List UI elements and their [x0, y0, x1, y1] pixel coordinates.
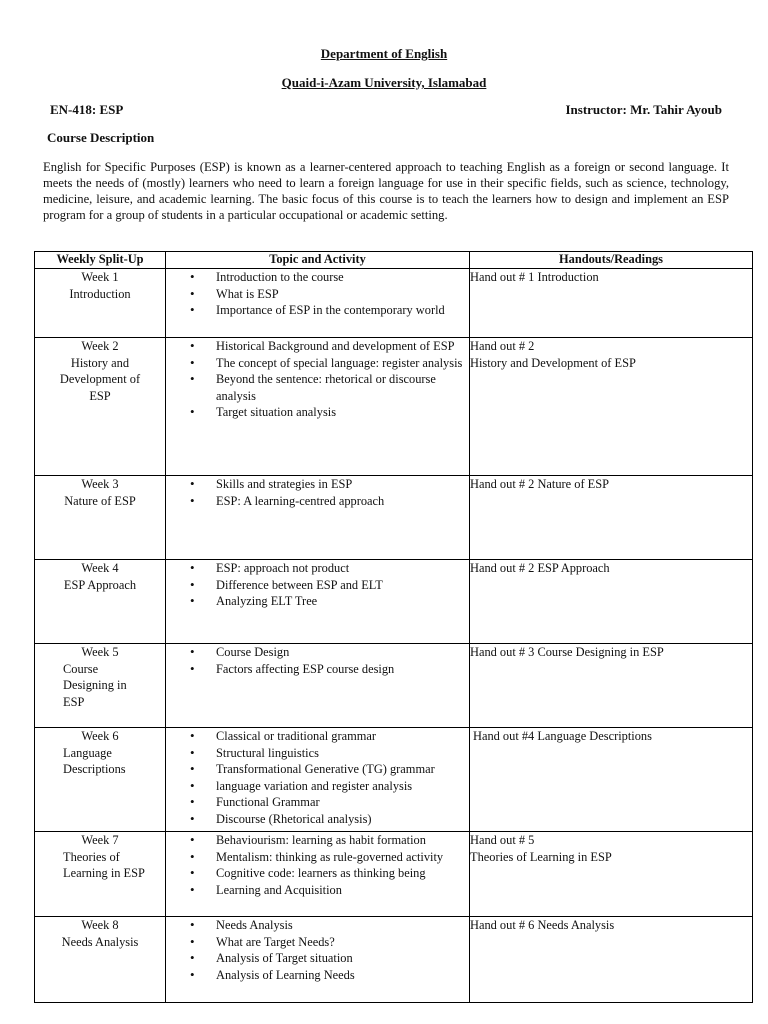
- handout-text: Hand out # 2 Nature of ESP: [470, 477, 610, 491]
- topic-item: • What is ESP: [166, 286, 465, 303]
- table-row: [35, 917, 753, 1003]
- handout-text: Hand out # 2 ESP Approach: [470, 561, 610, 575]
- weekly-split-table: [34, 251, 753, 1003]
- handout-text: Hand out # 3 Course Designing in ESP: [470, 645, 664, 659]
- topic-item: • Analyzing ELT Tree: [166, 593, 465, 610]
- table-row: [35, 832, 753, 917]
- course-description-heading: Course Description: [47, 130, 155, 145]
- week-cell: [35, 728, 166, 832]
- week-cell: [35, 476, 166, 560]
- topic-item: • Beyond the sentence: rhetorical or discourse analysis: [166, 371, 465, 404]
- week-title: History and Development of ESP: [59, 355, 141, 403]
- week-cell: [35, 338, 166, 476]
- handout-text: Theories of Learning in ESP: [470, 849, 612, 864]
- handout-cell: [470, 338, 753, 476]
- handout-cell: [470, 832, 753, 917]
- topics-cell: [166, 832, 470, 917]
- week-title: Language Descriptions: [63, 745, 126, 776]
- topics-cell: [166, 269, 470, 338]
- week-cell: [35, 560, 166, 644]
- topic-item: • Factors affecting ESP course design: [166, 661, 465, 678]
- topic-item: • Functional Grammar: [166, 794, 465, 811]
- handout-text: Hand out # 1 Introduction: [470, 270, 599, 284]
- topic-item: • Discourse (Rhetorical analysis): [166, 811, 465, 828]
- table-row: [35, 476, 753, 560]
- week-title: Needs Analysis: [61, 934, 139, 949]
- handout-text: Hand out # 2: [470, 339, 535, 353]
- week-number: Week 8: [81, 918, 119, 932]
- week-cell: [35, 644, 166, 728]
- handout-text: Hand out # 6 Needs Analysis: [470, 918, 615, 932]
- table-row: [35, 560, 753, 644]
- topic-item: • Analysis of Target situation: [166, 950, 465, 967]
- topic-item: • ESP: A learning-centred approach: [166, 493, 465, 510]
- topic-item: • Introduction to the course: [166, 269, 465, 286]
- topic-item: • Cognitive code: learners as thinking being: [166, 865, 465, 882]
- topics-cell: [166, 476, 470, 560]
- handout-cell: [470, 269, 753, 338]
- topic-item: • What are Target Needs?: [166, 934, 465, 951]
- week-number: Week 6: [81, 729, 119, 743]
- table-row: [35, 269, 753, 338]
- course-code: EN-418: ESP: [50, 102, 124, 117]
- topic-item: • Course Design: [166, 644, 465, 661]
- week-title: Course Designing in ESP: [63, 661, 127, 709]
- topic-item: • Classical or traditional grammar: [166, 728, 465, 745]
- week-cell: [35, 832, 166, 917]
- handout-text: History and Development of ESP: [470, 355, 636, 370]
- handout-cell: [470, 917, 753, 1003]
- week-title: ESP Approach: [63, 577, 137, 592]
- topics-cell: [166, 644, 470, 728]
- university-title: Quaid-i-Azam University, Islamabad: [281, 75, 487, 90]
- topics-cell: [166, 917, 470, 1003]
- topic-item: • Target situation analysis: [166, 404, 465, 421]
- topic-item: • Historical Background and development of ESP: [166, 338, 465, 355]
- handout-cell: [470, 728, 753, 832]
- topic-item: • language variation and register analysis: [166, 778, 465, 795]
- topic-item: • Analysis of Learning Needs: [166, 967, 465, 984]
- topic-item: • ESP: approach not product: [166, 560, 465, 577]
- topic-item: • Structural linguistics: [166, 745, 465, 762]
- week-number: Week 2: [81, 339, 119, 353]
- table-row: [35, 644, 753, 728]
- instructor-name: Instructor: Mr. Tahir Ayoub: [565, 102, 722, 117]
- topic-item: • Learning and Acquisition: [166, 882, 465, 899]
- week-title: Nature of ESP: [64, 493, 136, 508]
- week-number: Week 3: [81, 477, 119, 491]
- header-handouts: Handouts/Readings: [470, 252, 753, 269]
- handout-cell: [470, 644, 753, 728]
- week-number: Week 5: [81, 645, 119, 659]
- handout-cell: [470, 476, 753, 560]
- week-number: Week 7: [81, 833, 119, 847]
- topic-item: • Mentalism: thinking as rule-governed activity: [166, 849, 465, 866]
- topic-item: • The concept of special language: register analysis: [166, 355, 465, 372]
- handout-text: Hand out #4 Language Descriptions: [473, 729, 652, 743]
- topic-item: • Transformational Generative (TG) grammar: [166, 761, 465, 778]
- table-header-row: [35, 252, 753, 269]
- week-cell: [35, 917, 166, 1003]
- header-weekly-split: Weekly Split-Up: [35, 252, 166, 269]
- department-title: Department of English: [320, 46, 448, 61]
- topic-item: • Skills and strategies in ESP: [166, 476, 465, 493]
- handout-text: Hand out # 5: [470, 833, 535, 847]
- topic-item: • Needs Analysis: [166, 917, 465, 934]
- topics-cell: [166, 338, 470, 476]
- week-title: Introduction: [69, 286, 131, 301]
- handout-cell: [470, 560, 753, 644]
- course-description-text: English for Specific Purposes (ESP) is known as a learner-centered approach to teaching English as a foreign or second language. It meets the needs of (mostly) learners who need to learn a foreign language for use in their specific fields, such as science, technology, medicine, leisure, and academic learning. The basic focus of this course is to teach the learners how to design and implement an ESP program for a group of students in a particular occupational or academic setting.: [43, 160, 729, 222]
- table-row: [35, 338, 753, 476]
- week-title: Theories of Learning in ESP: [63, 849, 145, 880]
- topic-item: • Difference between ESP and ELT: [166, 577, 465, 594]
- week-number: Week 4: [81, 561, 119, 575]
- week-cell: [35, 269, 166, 338]
- topic-item: • Behaviourism: learning as habit formation: [166, 832, 465, 849]
- topic-item: • Importance of ESP in the contemporary world: [166, 302, 465, 319]
- topics-cell: [166, 560, 470, 644]
- header-topic-activity: Topic and Activity: [166, 252, 470, 269]
- topics-cell: [166, 728, 470, 832]
- week-number: Week 1: [81, 270, 119, 284]
- table-row: [35, 728, 753, 832]
